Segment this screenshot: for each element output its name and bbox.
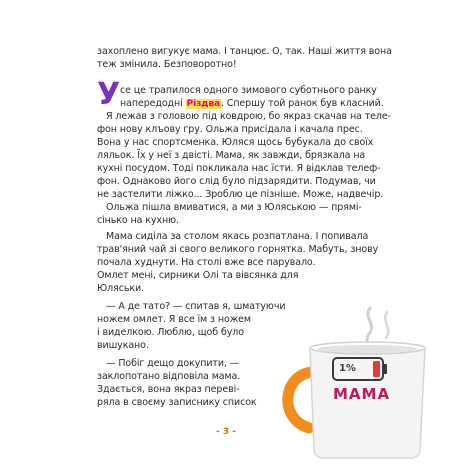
text-line: ряла в своєму записнику список [97, 397, 257, 408]
text-line: Я лежав з головою під ковдрою, бо якраз скачав на теле- [106, 111, 391, 122]
text-line: Вона у нас спортсменка. Юляся щось бубукала до своїх [97, 137, 374, 148]
text-line: Мама сиділа за столом якась розпатлана. І попивала [106, 231, 369, 242]
text-line [120, 97, 384, 111]
text-line: захоплено вигукує мама. І танцює. О, так. Наші життя вона [97, 46, 392, 57]
battery-percent: 1% [339, 363, 356, 374]
text-line: ляльок. Їх у неї з двісті. Мама, як завжди, брязкала на [97, 150, 366, 161]
text-line: вишукано. [97, 340, 149, 351]
highlighted-word: Різдва [186, 99, 220, 109]
drop-cap: У [97, 77, 121, 112]
text-line: — Побіг дещо докупити, — [106, 358, 240, 369]
text-fragment: напередодні [120, 98, 186, 109]
text-line: трав'яний чай зі свого великого горнятка. Мабуть, знову [97, 244, 379, 255]
text-line: сінько на кухню. [97, 215, 179, 226]
text-line: — А де тато? — спитав я, шматуючи [106, 301, 286, 312]
mug-text: МАМА [333, 385, 391, 403]
mug-illustration [265, 300, 440, 460]
text-line: Омлет мені, сирники Олі та вівсянка для [97, 270, 299, 281]
text-line: Ольжа пішла вмиватися, а ми з Юляською — прямі- [106, 202, 362, 213]
text-line: фон нову клъову гру. Ольжа присідала і качала прес. [97, 124, 363, 135]
text-line: ножем омлет. Я все їм з ножем [97, 314, 251, 325]
text-line: не застелити ліжко... Зроблю це пізніше. Може, надвечір. [97, 189, 384, 200]
page-number: - 3 - [216, 427, 236, 437]
text-line: Здається, вона якраз переві- [97, 384, 240, 395]
text-line: і виделкою. Люблю, щоб було [97, 327, 244, 338]
text-line: заклопотано відповіла мама. [97, 371, 241, 382]
text-fragment: . Спершу той ранок був класний. [220, 98, 384, 109]
text-line: се це трапилося одного зимового суботнього ранку [120, 85, 377, 96]
text-line: фон. Однаково його слід було підзарядити. Подумав, чи [97, 176, 376, 187]
text-line: Юляськи. [97, 283, 144, 294]
text-line: почала худнути. На столі вже все парувало. [97, 257, 316, 268]
text-line: кухні посудом. Тоді покликала нас їсти. Я відклав телеф- [97, 163, 381, 174]
text-line: теж змінила. Безповоротно! [97, 59, 237, 70]
